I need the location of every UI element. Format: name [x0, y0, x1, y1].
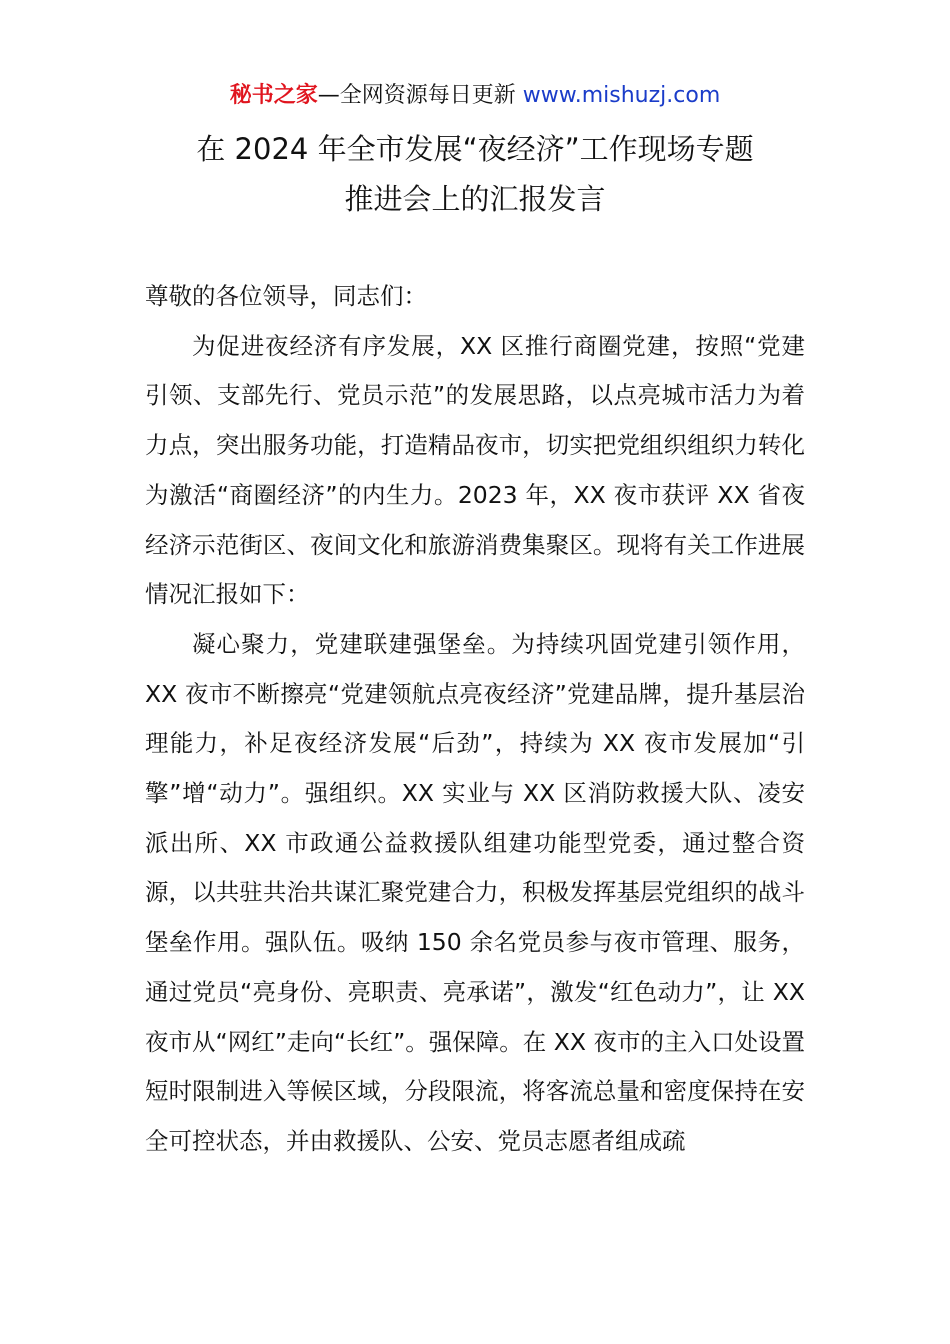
brand-name: 秘书之家 — [229, 83, 318, 108]
document-body — [145, 272, 805, 1167]
document-title — [0, 124, 950, 224]
title-line-2: 推进会上的汇报发言 — [344, 182, 606, 216]
paragraph-intro: 为促进夜经济有序发展，XX 区推行商圈党建，按照“党建引领、支部先行、党员示范”的发展思路，以点亮城市活力为着力点，突出服务功能，打造精品夜市，切实把党组织组织力转化为激活“商圈经济”的内生力。2023 年，XX 夜市获评 XX 省夜经济示范街区、夜间文化和旅游消费集聚区。现将有关工作进展情况汇报如下： — [145, 331, 805, 609]
site-url-link[interactable]: www.mishuzj.com — [522, 83, 721, 108]
paragraph-party-building: 凝心聚力，党建联建强堡垒。为持续巩固党建引领作用，XX 夜市不断擦亮“党建领航点亮夜经济”党建品牌，提升基层治理能力，补足夜经济发展“后劲”，持续为 XX 夜市发展加“引擎”增“动力”。强组织。XX 实业与 XX 区消防救援大队、凌安派出所、XX 市政通公益救援队组建功能型党委，通过整合资源，以共驻共治共谋汇聚党建合力，积极发挥基层党组织的战斗堡垒作用。强队伍。吸纳 150 余名党员参与夜市管理、服务，通过党员“亮身份、亮职责、亮承诺”，激发“红色动力”，让 XX 夜市从“网红”走向“长红”。强保障。在 XX 夜市的主入口处设置短时限制进入等候区域，分段限流，将客流总量和密度保持在安全可控状态，并由救援队、公安、党员志愿者组成疏 — [145, 629, 805, 1155]
header-tagline: —全网资源每日更新 — [317, 83, 523, 108]
title-line-1: 在 2024 年全市发展“夜经济”工作现场专题 — [196, 132, 754, 166]
site-header — [0, 80, 950, 112]
salutation: 尊敬的各位领导，同志们： — [145, 282, 427, 310]
